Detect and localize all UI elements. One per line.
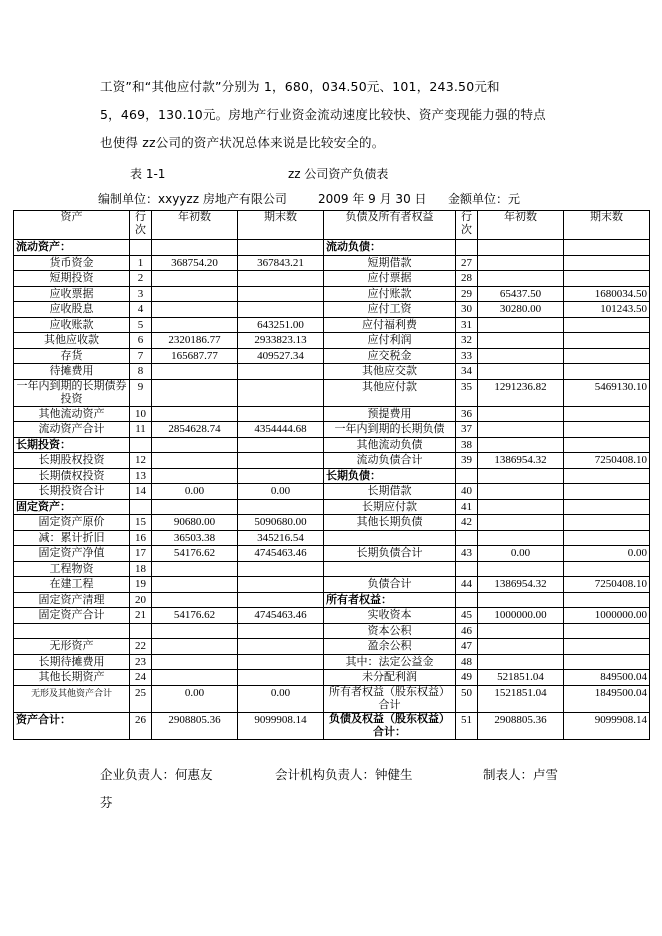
table-row (14, 406, 650, 422)
table-row (14, 608, 650, 624)
cell (324, 561, 456, 577)
cell: 50 (456, 685, 478, 712)
cell (564, 484, 650, 500)
accountant-signature: 会计机构负责人：钟健生 (275, 767, 413, 782)
table-row (14, 317, 650, 333)
cell: 一年内到期的长期负债 (324, 422, 456, 438)
cell: 31 (456, 317, 478, 333)
table-row (14, 379, 650, 406)
paragraph-line-3: 也使得 zz公司的资产状况总体来说是比较安全的。 (100, 135, 385, 150)
cell (564, 592, 650, 608)
cell (478, 437, 564, 453)
cell: 521851.04 (478, 670, 564, 686)
cell: 1849500.04 (564, 685, 650, 712)
cell (238, 654, 324, 670)
cell: 流动资产合计 (14, 422, 130, 438)
cell: 2933823.13 (238, 333, 324, 349)
cell (478, 406, 564, 422)
cell: 849500.04 (564, 670, 650, 686)
cell: 固定资产合计 (14, 608, 130, 624)
cell (130, 240, 152, 256)
cell (238, 468, 324, 484)
cell: 无形资产 (14, 639, 130, 655)
table-row (14, 255, 650, 271)
cell (456, 561, 478, 577)
cell: 36 (456, 406, 478, 422)
cell (152, 670, 238, 686)
table-row (14, 561, 650, 577)
table-row (14, 499, 650, 515)
cell: 应付票据 (324, 271, 456, 287)
cell: 18 (130, 561, 152, 577)
cell: 短期借款 (324, 255, 456, 271)
cell: 应收票据 (14, 286, 130, 302)
cell: 643251.00 (238, 317, 324, 333)
cell (130, 437, 152, 453)
cell: 长期借款 (324, 484, 456, 500)
cell (324, 530, 456, 546)
cell: 24 (130, 670, 152, 686)
cell (564, 271, 650, 287)
cell: 30 (456, 302, 478, 318)
cell: 2320186.77 (152, 333, 238, 349)
header-end-2: 期末数 (564, 211, 650, 240)
cell: 1680034.50 (564, 286, 650, 302)
cell: 38 (456, 437, 478, 453)
cell: 1521851.04 (478, 685, 564, 712)
table-row (14, 670, 650, 686)
table-row (14, 654, 650, 670)
cell (478, 592, 564, 608)
cell: 应付账款 (324, 286, 456, 302)
cell: 29 (456, 286, 478, 302)
cell: 4354444.68 (238, 422, 324, 438)
cell: 41 (456, 499, 478, 515)
cell: 其他应收款 (14, 333, 130, 349)
cell (564, 499, 650, 515)
report-date: 2009 年 9 月 30 日 (318, 192, 427, 206)
cell (238, 437, 324, 453)
table-row (14, 515, 650, 531)
cell: 1291236.82 (478, 379, 564, 406)
cell (478, 422, 564, 438)
cell: 12 (130, 453, 152, 469)
cell (152, 302, 238, 318)
cell: 其他应付款 (324, 379, 456, 406)
cell: 22 (130, 639, 152, 655)
table-row (14, 302, 650, 318)
cell: 36503.38 (152, 530, 238, 546)
cell: 27 (456, 255, 478, 271)
table-row (14, 364, 650, 380)
cell: 其他应交款 (324, 364, 456, 380)
cell: 应收股息 (14, 302, 130, 318)
cell (456, 530, 478, 546)
cell: 4745463.46 (238, 546, 324, 562)
cell: 345216.54 (238, 530, 324, 546)
cell: 37 (456, 422, 478, 438)
cell (478, 348, 564, 364)
cell (152, 406, 238, 422)
cell: 长期债权投资 (14, 468, 130, 484)
table-row-total (14, 712, 650, 739)
cell: 1386954.32 (478, 453, 564, 469)
cell (564, 240, 650, 256)
cell: 一年内到期的长期债券投资 (14, 379, 130, 406)
cell (478, 515, 564, 531)
header-end: 期末数 (238, 211, 324, 240)
cell: 367843.21 (238, 255, 324, 271)
cell (152, 654, 238, 670)
cell: 存货 (14, 348, 130, 364)
cell: 减：累计折旧 (14, 530, 130, 546)
cell (152, 561, 238, 577)
cell (14, 623, 130, 639)
cell (478, 561, 564, 577)
cell: 4 (130, 302, 152, 318)
cell (564, 364, 650, 380)
cell: 17 (130, 546, 152, 562)
cell: 35 (456, 379, 478, 406)
cell: 9099908.14 (564, 712, 650, 739)
cell: 1386954.32 (478, 577, 564, 593)
cell (478, 468, 564, 484)
cell (238, 240, 324, 256)
cell: 所有者权益： (324, 592, 456, 608)
cell: 预提费用 (324, 406, 456, 422)
cell: 1 (130, 255, 152, 271)
cell: 7250408.10 (564, 453, 650, 469)
cell (152, 499, 238, 515)
cell: 应交税金 (324, 348, 456, 364)
cell: 固定资产清理 (14, 592, 130, 608)
cell: 固定资产： (14, 499, 130, 515)
cell (564, 515, 650, 531)
balance-sheet-table (13, 210, 650, 740)
cell: 0.00 (152, 685, 238, 712)
cell: 30280.00 (478, 302, 564, 318)
cell: 应收账款 (14, 317, 130, 333)
cell: 20 (130, 592, 152, 608)
cell (564, 639, 650, 655)
cell (152, 468, 238, 484)
cell (478, 654, 564, 670)
table-title: zz 公司资产负债表 (288, 167, 389, 181)
table-row (14, 546, 650, 562)
cell (238, 670, 324, 686)
cell: 8 (130, 364, 152, 380)
table-row (14, 437, 650, 453)
cell: 应付福利费 (324, 317, 456, 333)
cell: 其中：法定公益金 (324, 654, 456, 670)
cell (238, 286, 324, 302)
cell (564, 255, 650, 271)
cell (478, 317, 564, 333)
cell (564, 406, 650, 422)
cell: 6 (130, 333, 152, 349)
cell: 13 (130, 468, 152, 484)
table-row (14, 623, 650, 639)
cell: 33 (456, 348, 478, 364)
cell: 23 (130, 654, 152, 670)
cell: 9099908.14 (238, 712, 324, 739)
table-row (14, 348, 650, 364)
cell (152, 271, 238, 287)
cell: 368754.20 (152, 255, 238, 271)
cell: 负债及权益（股东权益）合计： (324, 712, 456, 739)
cell: 2908805.36 (478, 712, 564, 739)
cell: 3 (130, 286, 152, 302)
currency-unit: 金额单位：元 (448, 192, 521, 206)
cell: 45 (456, 608, 478, 624)
cell: 14 (130, 484, 152, 500)
cell (152, 639, 238, 655)
cell: 1000000.00 (564, 608, 650, 624)
table-row (14, 484, 650, 500)
cell (238, 499, 324, 515)
cell (152, 317, 238, 333)
cell (152, 577, 238, 593)
cell: 48 (456, 654, 478, 670)
cell: 货币资金 (14, 255, 130, 271)
cell: 40 (456, 484, 478, 500)
cell (152, 379, 238, 406)
cell: 21 (130, 608, 152, 624)
cell: 其他流动负债 (324, 437, 456, 453)
cell: 未分配利润 (324, 670, 456, 686)
cell (478, 364, 564, 380)
cell: 资产合计： (14, 712, 130, 739)
cell (456, 592, 478, 608)
cell (238, 453, 324, 469)
cell (564, 468, 650, 484)
cell (564, 333, 650, 349)
cell (152, 286, 238, 302)
cell: 所有者权益（股东权益）合计 (324, 685, 456, 712)
cell (478, 240, 564, 256)
cell: 其他长期负债 (324, 515, 456, 531)
cell: 长期待摊费用 (14, 654, 130, 670)
compiler-unit: 编制单位：xxyyzz 房地产有限公司 (98, 192, 287, 206)
cell (564, 317, 650, 333)
cell (238, 577, 324, 593)
cell: 11 (130, 422, 152, 438)
header-liabilities: 负债及所有者权益 (324, 211, 456, 240)
cell: 长期负债合计 (324, 546, 456, 562)
header-begin-2: 年初数 (478, 211, 564, 240)
cell (238, 623, 324, 639)
table-row (14, 639, 650, 655)
preparer-signature: 制表人：卢雪 (483, 767, 559, 782)
cell (564, 437, 650, 453)
cell: 2908805.36 (152, 712, 238, 739)
cell: 54176.62 (152, 608, 238, 624)
cell: 65437.50 (478, 286, 564, 302)
table-row (14, 240, 650, 256)
cell (152, 240, 238, 256)
cell: 流动负债合计 (324, 453, 456, 469)
cell (152, 623, 238, 639)
header-row-no: 行次 (130, 211, 152, 240)
preparer-signature-cont: 芬 (100, 795, 113, 810)
cell (130, 499, 152, 515)
cell: 在建工程 (14, 577, 130, 593)
cell: 长期股权投资 (14, 453, 130, 469)
cell: 47 (456, 639, 478, 655)
cell (456, 240, 478, 256)
cell: 9 (130, 379, 152, 406)
cell (238, 379, 324, 406)
cell (238, 639, 324, 655)
cell: 10 (130, 406, 152, 422)
cell (152, 364, 238, 380)
cell (564, 530, 650, 546)
table-row (14, 422, 650, 438)
header-asset: 资产 (14, 211, 130, 240)
cell: 5090680.00 (238, 515, 324, 531)
cell: 5 (130, 317, 152, 333)
cell: 流动负债： (324, 240, 456, 256)
cell: 19 (130, 577, 152, 593)
cell: 15 (130, 515, 152, 531)
cell: 0.00 (564, 546, 650, 562)
cell: 固定资产原价 (14, 515, 130, 531)
table-row (14, 286, 650, 302)
cell: 32 (456, 333, 478, 349)
cell: 0.00 (238, 484, 324, 500)
cell (238, 561, 324, 577)
cell (152, 437, 238, 453)
cell (456, 468, 478, 484)
cell: 2 (130, 271, 152, 287)
cell (478, 530, 564, 546)
cell (564, 348, 650, 364)
cell: 实收资本 (324, 608, 456, 624)
cell: 49 (456, 670, 478, 686)
cell: 16 (130, 530, 152, 546)
cell: 长期投资： (14, 437, 130, 453)
paragraph-line-1: 工资”和“其他应付款”分别为 1，680，034.50元、101，243.50元和 (100, 79, 500, 94)
cell (238, 271, 324, 287)
cell (478, 255, 564, 271)
cell: 流动资产： (14, 240, 130, 256)
cell: 28 (456, 271, 478, 287)
table-row (14, 271, 650, 287)
cell: 409527.34 (238, 348, 324, 364)
cell: 工程物资 (14, 561, 130, 577)
cell: 54176.62 (152, 546, 238, 562)
leader-signature: 企业负责人：何惠友 (100, 767, 213, 782)
table-label: 表 1-1 (130, 167, 166, 181)
cell: 长期应付款 (324, 499, 456, 515)
cell: 其他长期资产 (14, 670, 130, 686)
cell (130, 623, 152, 639)
table-header-row (14, 211, 650, 240)
cell: 90680.00 (152, 515, 238, 531)
cell (478, 271, 564, 287)
cell: 应付工资 (324, 302, 456, 318)
cell (238, 364, 324, 380)
cell: 7250408.10 (564, 577, 650, 593)
cell: 应付利润 (324, 333, 456, 349)
cell: 无形及其他资产合计 (14, 685, 130, 712)
table-row (14, 468, 650, 484)
cell: 5469130.10 (564, 379, 650, 406)
cell: 1000000.00 (478, 608, 564, 624)
cell: 0.00 (238, 685, 324, 712)
cell: 待摊费用 (14, 364, 130, 380)
cell (564, 422, 650, 438)
cell: 4745463.46 (238, 608, 324, 624)
table-row (14, 577, 650, 593)
cell: 34 (456, 364, 478, 380)
header-begin: 年初数 (152, 211, 238, 240)
header-row-no-2: 行次 (456, 211, 478, 240)
cell (478, 333, 564, 349)
cell: 其他流动资产 (14, 406, 130, 422)
cell: 44 (456, 577, 478, 593)
table-row (14, 530, 650, 546)
cell: 7 (130, 348, 152, 364)
cell (152, 453, 238, 469)
cell: 25 (130, 685, 152, 712)
table-row (14, 333, 650, 349)
cell: 0.00 (152, 484, 238, 500)
cell (564, 623, 650, 639)
cell: 短期投资 (14, 271, 130, 287)
cell (564, 654, 650, 670)
cell: 165687.77 (152, 348, 238, 364)
cell: 长期投资合计 (14, 484, 130, 500)
cell: 101243.50 (564, 302, 650, 318)
cell: 51 (456, 712, 478, 739)
cell: 2854628.74 (152, 422, 238, 438)
cell (478, 499, 564, 515)
cell (564, 561, 650, 577)
cell: 长期负债： (324, 468, 456, 484)
cell (152, 592, 238, 608)
cell (478, 639, 564, 655)
table-row (14, 592, 650, 608)
cell: 43 (456, 546, 478, 562)
cell: 39 (456, 453, 478, 469)
table-row (14, 685, 650, 712)
cell: 负债合计 (324, 577, 456, 593)
paragraph-line-2: 5，469，130.10元。房地产行业资金流动速度比较快、资产变现能力强的特点 (100, 107, 546, 122)
cell: 资本公积 (324, 623, 456, 639)
cell (238, 406, 324, 422)
cell (238, 302, 324, 318)
cell: 42 (456, 515, 478, 531)
cell: 46 (456, 623, 478, 639)
cell: 0.00 (478, 546, 564, 562)
cell: 盈余公积 (324, 639, 456, 655)
cell (238, 592, 324, 608)
table-row (14, 453, 650, 469)
cell: 26 (130, 712, 152, 739)
cell (478, 623, 564, 639)
cell (478, 484, 564, 500)
cell: 固定资产净值 (14, 546, 130, 562)
